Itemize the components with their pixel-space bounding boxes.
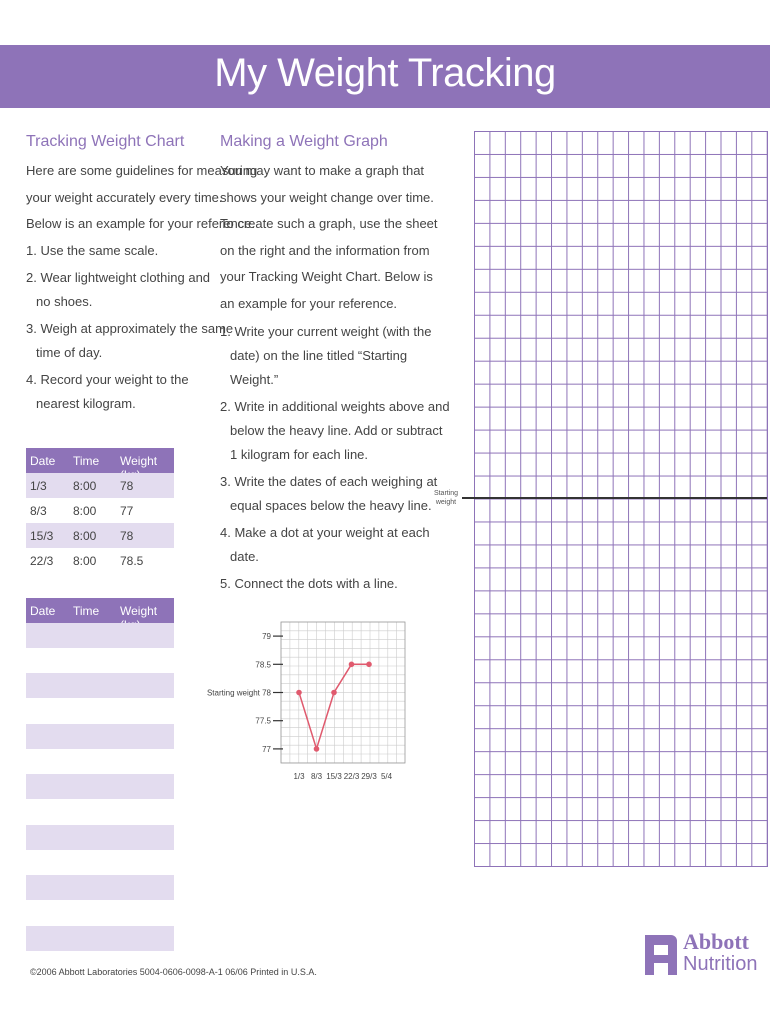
gstep-4-cont: date. [230, 549, 259, 564]
gstep-1-cont2: Weight.” [230, 372, 279, 387]
intro-line: Here are some guidelines for measuring [26, 163, 258, 178]
col-time: Time [73, 604, 100, 618]
data-point [366, 662, 372, 668]
step-4: 4. Record your weight to the [26, 372, 189, 387]
x-tick-label: 22/3 [343, 772, 360, 781]
blank-row[interactable] [26, 825, 174, 850]
step-4-cont: nearest kilogram. [36, 396, 136, 411]
table-row [26, 498, 174, 523]
example-weight-chart [205, 620, 415, 795]
cell-time: 8:00 [73, 479, 97, 493]
abbott-a-icon [641, 929, 681, 979]
col-date: Date [30, 604, 56, 618]
cell-time: 8:00 [73, 504, 97, 518]
intro-line: your Tracking Weight Chart. Below is [220, 269, 433, 284]
footer-copyright: ©2006 Abbott Laboratories 5004-0606-0098-A-1 06/06 Printed in U.S.A. [30, 967, 317, 977]
weight-graph-title: Making a Weight Graph [220, 133, 388, 150]
y-tick-label: 77.5 [255, 716, 271, 726]
gstep-1-cont: date) on the line titled “Starting [230, 348, 408, 363]
starting-weight-label [425, 489, 467, 507]
start-label-line: weight [435, 499, 457, 506]
cell-date: 1/3 [30, 479, 47, 493]
logo-abbott: Abbott [683, 929, 750, 954]
x-tick-label: 1/3 [293, 772, 305, 781]
blank-row[interactable] [26, 875, 174, 900]
table-row [26, 523, 174, 548]
cell-time: 8:00 [73, 529, 97, 543]
col-weight: Weight [120, 604, 158, 618]
col-date: Date [30, 454, 56, 468]
gstep-4: 4. Make a dot at your weight at each [220, 525, 430, 540]
gstep-5: 5. Connect the dots with a line. [220, 576, 398, 591]
tracking-steps [26, 239, 233, 416]
data-point [349, 662, 355, 668]
data-point [296, 690, 302, 696]
y-tick-label: 77 [262, 744, 271, 754]
table-row [26, 548, 174, 573]
graph-steps [220, 320, 450, 596]
blank-row[interactable] [26, 926, 174, 951]
blank-table-header [26, 598, 174, 623]
table-row [26, 473, 174, 498]
col-weight: Weight [120, 454, 158, 468]
cell-weight: 78 [120, 479, 134, 493]
data-point [314, 746, 320, 752]
intro-line: shows your weight change over time. [220, 189, 434, 205]
step-3: 3. Weigh at approximately the same [26, 321, 234, 336]
page-title: My Weight Tracking [214, 51, 556, 95]
step-2: 2. Wear lightweight clothing and [26, 270, 211, 285]
logo-nutrition: Nutrition [683, 953, 758, 975]
gstep-2-cont2: 1 kilogram for each line. [230, 447, 369, 462]
cell-date: 8/3 [30, 504, 47, 518]
blank-row[interactable] [26, 774, 174, 799]
intro-line: To create such a graph, use the sheet [220, 216, 438, 231]
page-header [0, 45, 770, 108]
step-2-cont: no shoes. [36, 294, 93, 309]
start-label-line: Starting [433, 490, 459, 497]
x-tick-label: 29/3 [361, 772, 377, 781]
intro-line: an example for your reference. [220, 295, 398, 311]
step-1: 1. Use the same scale. [26, 243, 159, 258]
cell-weight: 78 [120, 529, 134, 543]
gstep-3-cont: equal spaces below the heavy line. [230, 498, 432, 513]
gstep-3: 3. Write the dates of each weighing at [220, 474, 438, 489]
blank-row[interactable] [26, 673, 174, 698]
x-tick-label: 15/3 [326, 772, 342, 781]
intro-line: You may want to make a graph that [220, 163, 425, 178]
cell-date: 15/3 [30, 529, 54, 543]
x-tick-label: 5/4 [380, 772, 393, 781]
tracking-chart-title: Tracking Weight Chart [26, 133, 185, 150]
y-tick-label: 78.5 [255, 660, 271, 670]
blank-row[interactable] [26, 623, 174, 648]
step-3-cont: time of day. [36, 345, 103, 360]
intro-line: Below is an example for your reference. [26, 216, 256, 231]
cell-date: 22/3 [30, 554, 54, 568]
cell-weight: 78.5 [120, 554, 144, 568]
graph-sheet-grid[interactable] [474, 131, 768, 867]
x-tick-label: 8/3 [310, 772, 323, 781]
gstep-2: 2. Write in additional weights above and [220, 399, 450, 414]
graph-intro [220, 158, 438, 317]
cell-weight: 77 [120, 504, 134, 518]
intro-line: your weight accurately every time. [26, 189, 223, 205]
blank-row[interactable] [26, 724, 174, 749]
y-tick-label: 79 [262, 632, 271, 642]
gstep-1: 1. Write your current weight (with the [220, 324, 432, 339]
cell-time: 8:00 [73, 554, 97, 568]
y-tick-label: Starting weight 78 [206, 688, 271, 698]
gstep-2-cont: below the heavy line. Add or subtract [230, 423, 443, 438]
col-time: Time [73, 454, 100, 468]
data-point [331, 690, 337, 696]
example-table-header [26, 448, 174, 473]
starting-weight-line [462, 497, 767, 499]
intro-line: on the right and the information from [220, 242, 430, 258]
